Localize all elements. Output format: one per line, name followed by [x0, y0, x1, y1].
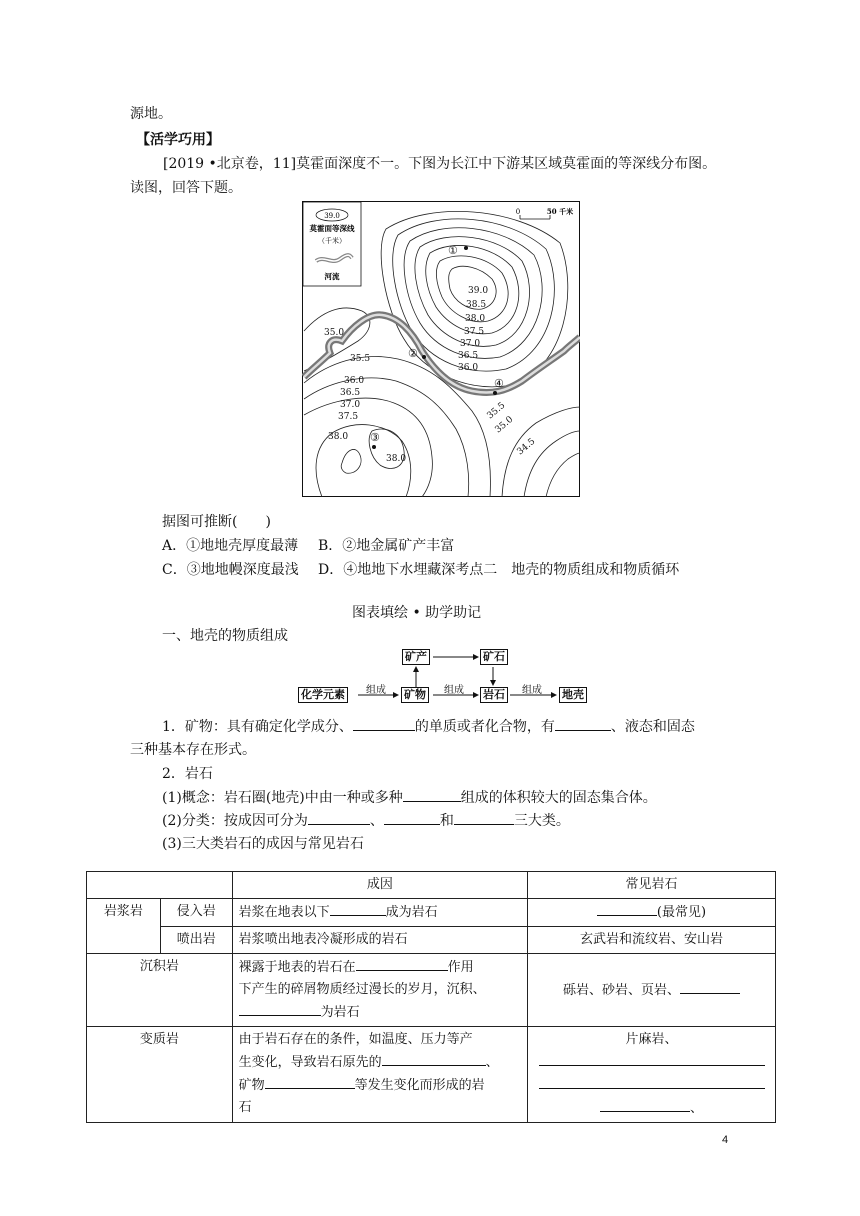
intrusive-common-cell — [528, 899, 776, 927]
blank — [265, 1074, 355, 1089]
text-segment: 、 — [485, 1055, 499, 1070]
contour-label: 37.5 — [338, 412, 359, 422]
contour-label: 38.0 — [386, 454, 407, 464]
blank — [680, 979, 740, 994]
text-segment: 和 — [439, 813, 454, 829]
table-row — [87, 927, 776, 954]
text-segment: 下产生的碎屑物质经过漫长的岁月，沉积、 — [238, 982, 486, 997]
option-c: C．③地地幔深度最浅 — [162, 562, 299, 578]
section-subtitle: 一、地壳的物质组成 — [162, 628, 288, 644]
option-a: A．①地地壳厚度最薄 — [162, 538, 299, 554]
question-intro-line1: [2019 •北京卷，11]莫霍面深度不一。下图为长江中下游某区域莫霍面的等深线分布图。 — [163, 156, 717, 172]
flow-label: 组成 — [366, 685, 386, 696]
extrusive-cell: 喷出岩 — [160, 927, 232, 954]
text-segment: 、 — [369, 813, 384, 829]
blank — [597, 901, 657, 916]
table-header-cause: 成因 — [232, 872, 527, 899]
contour-label: 35.0 — [493, 414, 516, 436]
text-segment: 作用 — [447, 960, 474, 975]
sedimentary-common-cell — [528, 954, 776, 1027]
blank — [539, 1051, 765, 1066]
contour-label: 35.5 — [485, 400, 508, 422]
text-segment: (最常见) — [656, 905, 707, 920]
legend-unit: （千米） — [318, 237, 346, 245]
scale-zero: 0 — [515, 208, 521, 216]
option-d: D．④地地下水埋藏深考点二 地壳的物质组成和物质循环 — [318, 562, 680, 578]
contour-label: 37.5 — [464, 327, 485, 337]
text-segment: 三大类。 — [513, 813, 570, 829]
contour-label: 38.0 — [328, 432, 349, 442]
blank — [308, 810, 370, 825]
text-segment: 片麻岩、 — [625, 1032, 678, 1047]
igneous-cell: 岩浆岩 — [87, 899, 161, 954]
extrusive-common-cell: 玄武岩和流纹岩、安山岩 — [528, 927, 776, 954]
table-row — [87, 899, 776, 927]
table-header-common: 常见岩石 — [528, 872, 776, 899]
blank — [403, 787, 461, 802]
flow-box-mineral: 矿物 — [401, 687, 429, 703]
rock-table — [86, 871, 776, 1123]
blank — [539, 1074, 765, 1089]
point-4-marker — [493, 391, 497, 395]
text-segment: 的单质或者化合物，有 — [414, 719, 555, 735]
point-1-label: ① — [448, 244, 458, 257]
text-segment: 矿物 — [238, 1078, 265, 1093]
point-2-marker — [422, 355, 426, 359]
blank — [382, 1051, 486, 1066]
heading-rock: 2．岩石 — [162, 766, 213, 782]
sedimentary-cause-cell — [232, 954, 527, 1027]
text-segment: 砾岩、砂岩、页岩、 — [563, 982, 681, 998]
blank — [454, 810, 514, 825]
text-segment: 裸露于地表的岩石在 — [238, 960, 356, 975]
intrusive-cause-cell — [232, 899, 527, 927]
text-segment: 生变化，导致岩石原先的 — [238, 1055, 382, 1070]
question-intro-line2: 读图，回答下题。 — [130, 180, 242, 196]
contour-label: 36.0 — [344, 376, 365, 386]
metamorphic-common-cell — [528, 1027, 776, 1123]
flow-box-rock: 岩石 — [480, 687, 508, 703]
legend-contour-label: 莫霍面等深线 — [309, 224, 355, 233]
crust-composition-diagram — [298, 645, 608, 707]
text-segment: 为岩石 — [320, 1005, 360, 1020]
blank — [239, 1001, 321, 1016]
text-segment: 等发生变化而形成的岩 — [354, 1078, 485, 1093]
sedimentary-cell: 沉积岩 — [87, 954, 233, 1027]
table-header-row — [87, 872, 776, 899]
contour-label: 38.0 — [465, 314, 486, 324]
text-segment: 、液态和固态 — [610, 719, 695, 735]
contour-label: 39.0 — [468, 286, 489, 296]
text-segment: 成为岩石 — [385, 905, 438, 920]
contour-label: 35.5 — [350, 354, 371, 364]
paragraph-rock-concept — [162, 787, 657, 808]
flow-box-mineral-resource: 矿产 — [402, 649, 430, 665]
contour-label: 37.0 — [340, 400, 361, 410]
point-2-label: ② — [408, 347, 418, 360]
legend-river-label: 河流 — [324, 272, 340, 281]
text-segment: 石 — [238, 1100, 252, 1115]
blank — [600, 1097, 690, 1112]
table-cell — [87, 872, 233, 899]
point-3-marker — [372, 445, 376, 449]
option-b: B．②地金属矿产丰富 — [318, 538, 455, 554]
text-segment: 由于岩石存在的条件，如温度、压力等产 — [238, 1032, 473, 1047]
flow-label: 组成 — [444, 685, 464, 696]
text-segment: 、 — [690, 1101, 704, 1116]
point-4-label: ④ — [494, 377, 504, 390]
contour-label: 36.5 — [458, 351, 479, 361]
section-title: 图表填绘 • 助学助记 — [352, 605, 482, 621]
metamorphic-cell: 变质岩 — [87, 1027, 233, 1123]
paragraph-mineral-cont: 三种基本存在形式。 — [130, 742, 256, 758]
contour-label: 38.5 — [466, 300, 487, 310]
contour-label: 36.5 — [340, 388, 361, 398]
intrusive-cell: 侵入岩 — [160, 899, 232, 927]
flow-box-crust: 地壳 — [559, 687, 587, 703]
contour-label: 34.5 — [515, 436, 538, 458]
flow-box-element: 化学元素 — [298, 687, 348, 703]
flow-box-ore: 矿石 — [480, 649, 508, 665]
blank — [384, 810, 440, 825]
point-1-marker — [464, 246, 468, 250]
table-row — [87, 954, 776, 1027]
text-segment: (1)概念：岩石圈(地壳)中由一种或多种 — [162, 790, 403, 806]
contour-label: 37.0 — [460, 339, 481, 349]
point-3-label: ③ — [370, 431, 380, 444]
extrusive-cause-cell: 岩浆喷出地表冷凝形成的岩石 — [232, 927, 527, 954]
scale-label: 50 千米 — [546, 207, 574, 216]
table-row — [87, 1027, 776, 1123]
text-segment: 1．矿物：具有确定化学成分、 — [162, 719, 353, 735]
blank — [330, 901, 386, 916]
contour-label: 36.0 — [458, 363, 479, 373]
contour-label: 35.0 — [324, 328, 345, 338]
map-legend — [303, 202, 361, 286]
intro-line: 源地。 — [130, 106, 172, 122]
legend-value: 39.0 — [324, 212, 340, 220]
blank — [555, 716, 611, 731]
page-number: 4 — [722, 1134, 729, 1146]
paragraph-rock-table-title: (3)三大类岩石的成因与常见岩石 — [162, 836, 364, 852]
paragraph-mineral — [162, 716, 695, 737]
text-segment: (2)分类：按成因可分为 — [162, 813, 308, 829]
practice-heading: 【活学巧用】 — [136, 132, 220, 148]
blank — [356, 956, 448, 971]
text-segment: 组成的体积较大的固态集合体。 — [460, 790, 657, 806]
blank — [353, 716, 415, 731]
question-stem: 据图可推断( ) — [162, 514, 271, 530]
paragraph-rock-types — [162, 810, 570, 831]
text-segment: 岩浆在地表以下 — [238, 905, 330, 920]
moho-contour-map — [302, 201, 580, 497]
flow-label: 组成 — [522, 685, 542, 696]
metamorphic-cause-cell — [232, 1027, 527, 1123]
